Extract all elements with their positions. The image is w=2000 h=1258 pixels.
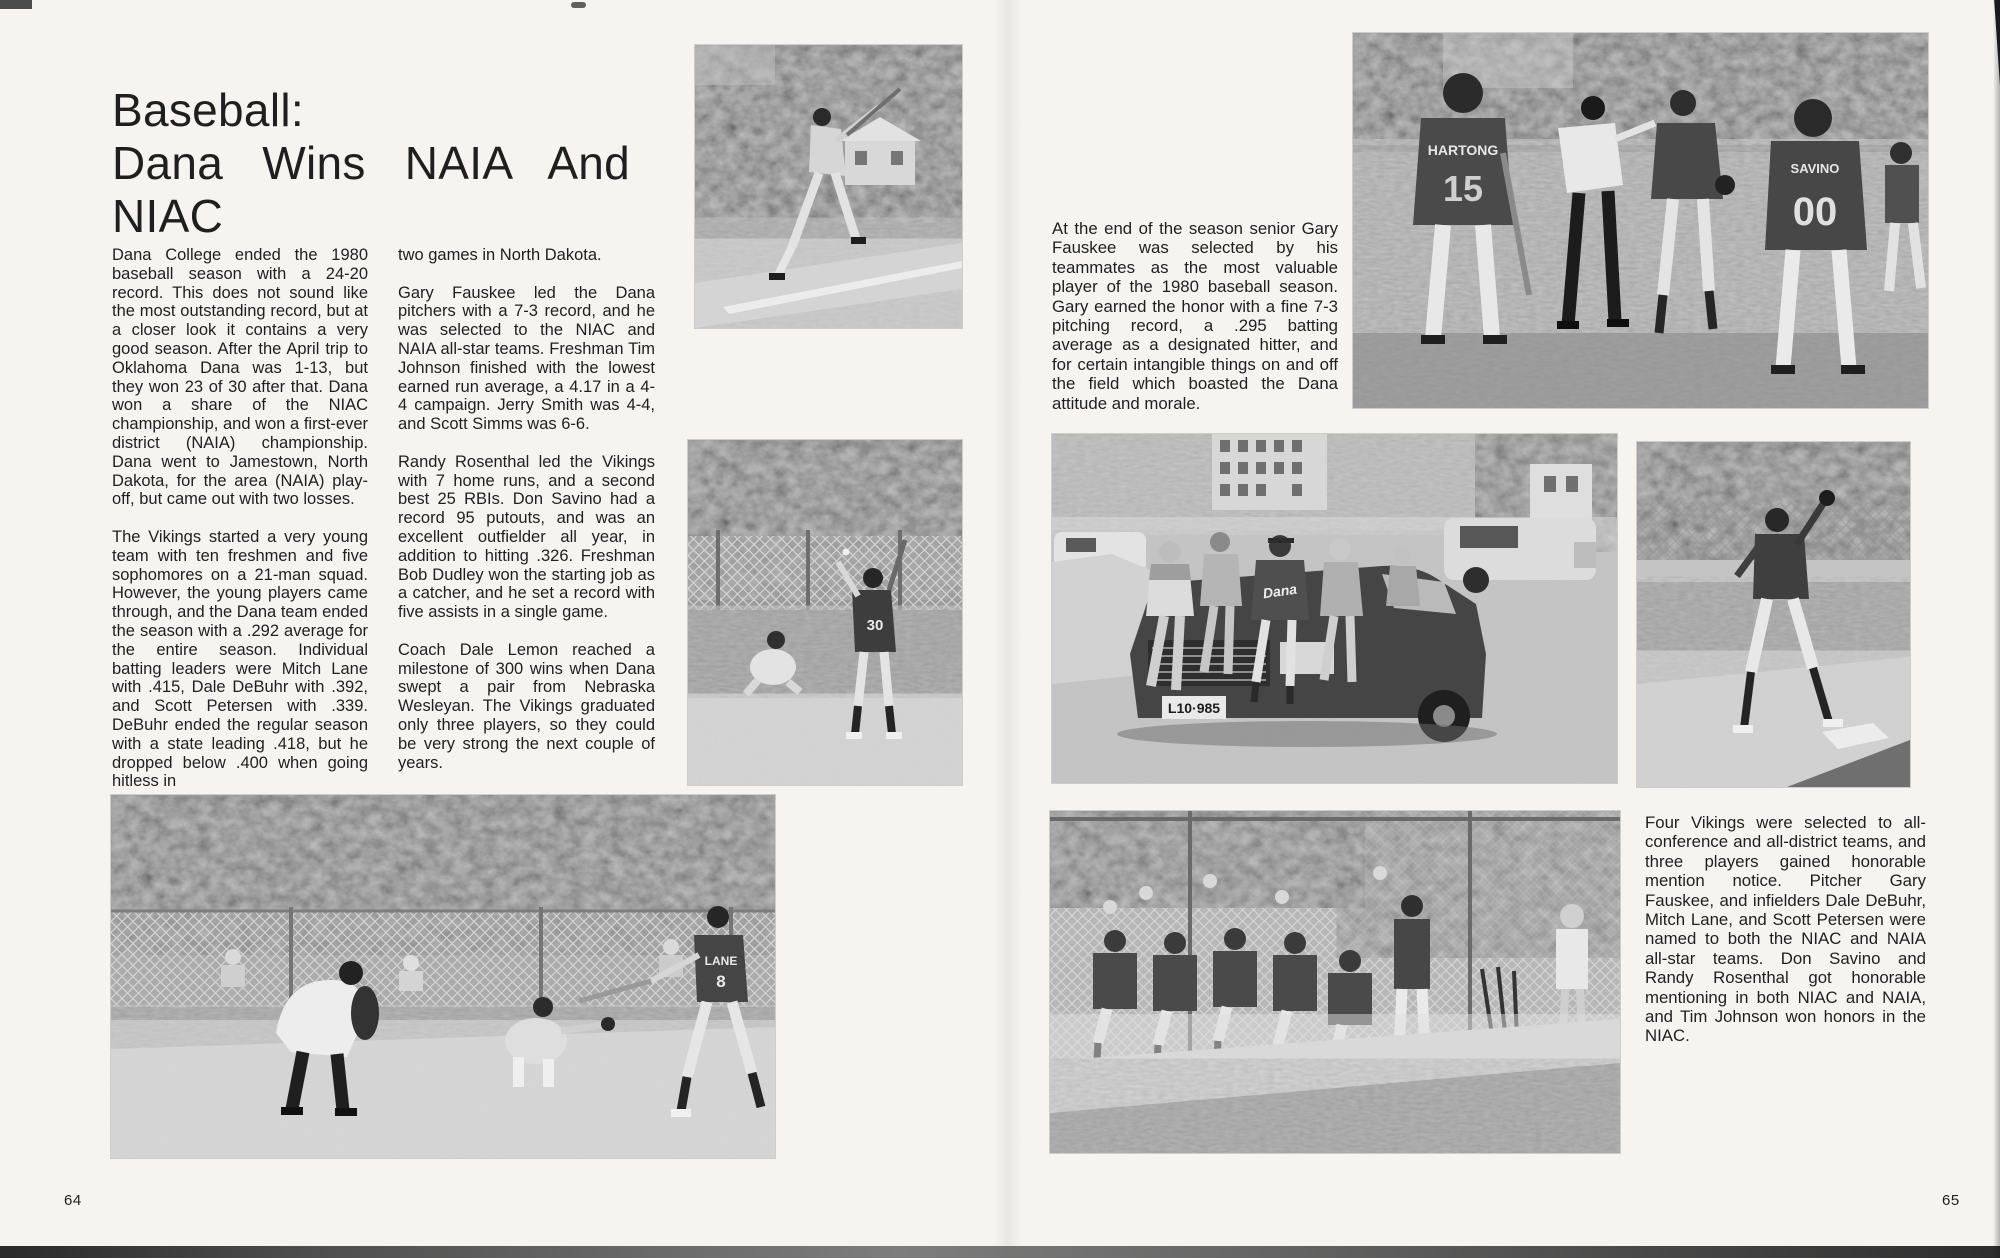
page-title-line3: NIAC: [112, 190, 224, 242]
scan-shadow-bottom: [0, 1246, 2000, 1258]
jersey-name-lane: LANE: [704, 954, 738, 968]
license-plate-text: L10·985: [1167, 700, 1221, 716]
scan-edge-right: [1993, 0, 2000, 1258]
jersey-name-hartong: HARTONG: [1427, 142, 1499, 158]
left-column-1: [112, 246, 368, 791]
body-paragraph: two games in North Dakota.: [398, 246, 602, 264]
photo-runner-base: [1637, 442, 1910, 787]
page-number-left: 64: [64, 1192, 82, 1209]
body-paragraph: Four Vikings were selected to all-conference and all-district teams, and three players gained honorable mention notice. Pitcher Gary Fauskee, and infielders Dale DeBuhr, Mitch Lane, and Scott Petersen were named to both the NIAC and NAIA all-star teams. Don Savino and Randy Rosenthal got honorable mentioning in both NIAC and NAIA, and Tim Johnson won honors in the NIAC.: [1645, 813, 1926, 1046]
photo-celebration: [1353, 33, 1928, 408]
jersey-number-hartong: 15: [1442, 168, 1484, 209]
page-gutter-shadow: [994, 0, 1022, 1258]
photo-dugout: [1050, 811, 1620, 1153]
photo-home-plate: [111, 795, 775, 1158]
left-column-2: [398, 246, 655, 772]
page-title-line2: Dana Wins NAIA And: [112, 137, 631, 189]
photo-fans-on-car: [1052, 434, 1617, 783]
page-title-line1: Baseball:: [112, 84, 304, 136]
photo-batter-swing: [695, 45, 962, 328]
scan-speck: [571, 2, 586, 8]
right-outro-text: [1645, 813, 1926, 1046]
body-paragraph: Dana College ended the 1980 baseball season with a 24-20 record. This does not sound like the most outstanding record, but at a closer look it contains a very good season. After the April trip to Oklahoma Dana was 1-13, but they won 23 of 30 after that. Dana won a share of the NIAC championship, and won a first-ever district (NAIA) championship. Dana went to Jamestown, North Dakota, for the area (NAIA) play-off, but came out with two losses.: [112, 246, 368, 509]
body-paragraph: The Vikings started a very young team with ten freshmen and five sophomores on a 21-man squad. However, the young players came through, and the Dana team ended the season with a .292 average for the entire season. Individual batting leaders were Mitch Lane with .415, Dale DeBuhr with .392, and Scott Petersen with .339. DeBuhr ended the regular season with a state leading .418, but he dropped below .400 when going hitless in: [112, 527, 368, 791]
jersey-script-dana: Dana: [1261, 580, 1298, 602]
jersey-number-30: 30: [866, 617, 884, 634]
right-intro-text: [1052, 219, 1338, 413]
body-paragraph: Gary Fauskee led the Dana pitchers with a 7-3 record, and he was selected to the NIAC and NAIA all-star teams. Freshman Tim Johnson finished with the lowest earned run average, a 4.17 in a 4-4 campaign. Jerry Smith was 4-4, and Scott Simms was 6-6.: [398, 283, 655, 434]
jersey-number-savino: 00: [1792, 190, 1838, 234]
jersey-number-lane: 8: [716, 972, 726, 991]
jersey-name-savino: SAVINO: [1790, 161, 1840, 176]
body-paragraph: Randy Rosenthal led the Vikings with 7 home runs, and a second best 25 RBIs. Don Savino had a record 95 putouts, and was an excellent outfielder all year, in addition to hitting .326. Freshman Bob Dudley won the starting job as a catcher, and he set a record with five assists in a single game.: [398, 452, 655, 622]
page-title: [112, 84, 658, 243]
page-number-right: 65: [1942, 1192, 1960, 1209]
scan-mark-top-left: [0, 0, 32, 9]
body-paragraph: At the end of the season senior Gary Fauskee was selected by his teammates as the most valuable player of the 1980 baseball season. Gary earned the honor with a fine 7-3 pitching record, a .295 batting average as a designated hitter, and for certain intangible things on and off the field which boasted the Dana attitude and morale.: [1052, 219, 1338, 413]
photo-batter-plate: [688, 440, 962, 785]
body-paragraph: Coach Dale Lemon reached a milestone of 300 wins when Dana swept a pair from Nebraska Wesleyan. The Vikings graduated only three players, so they could be very strong the next couple of years.: [398, 640, 655, 772]
